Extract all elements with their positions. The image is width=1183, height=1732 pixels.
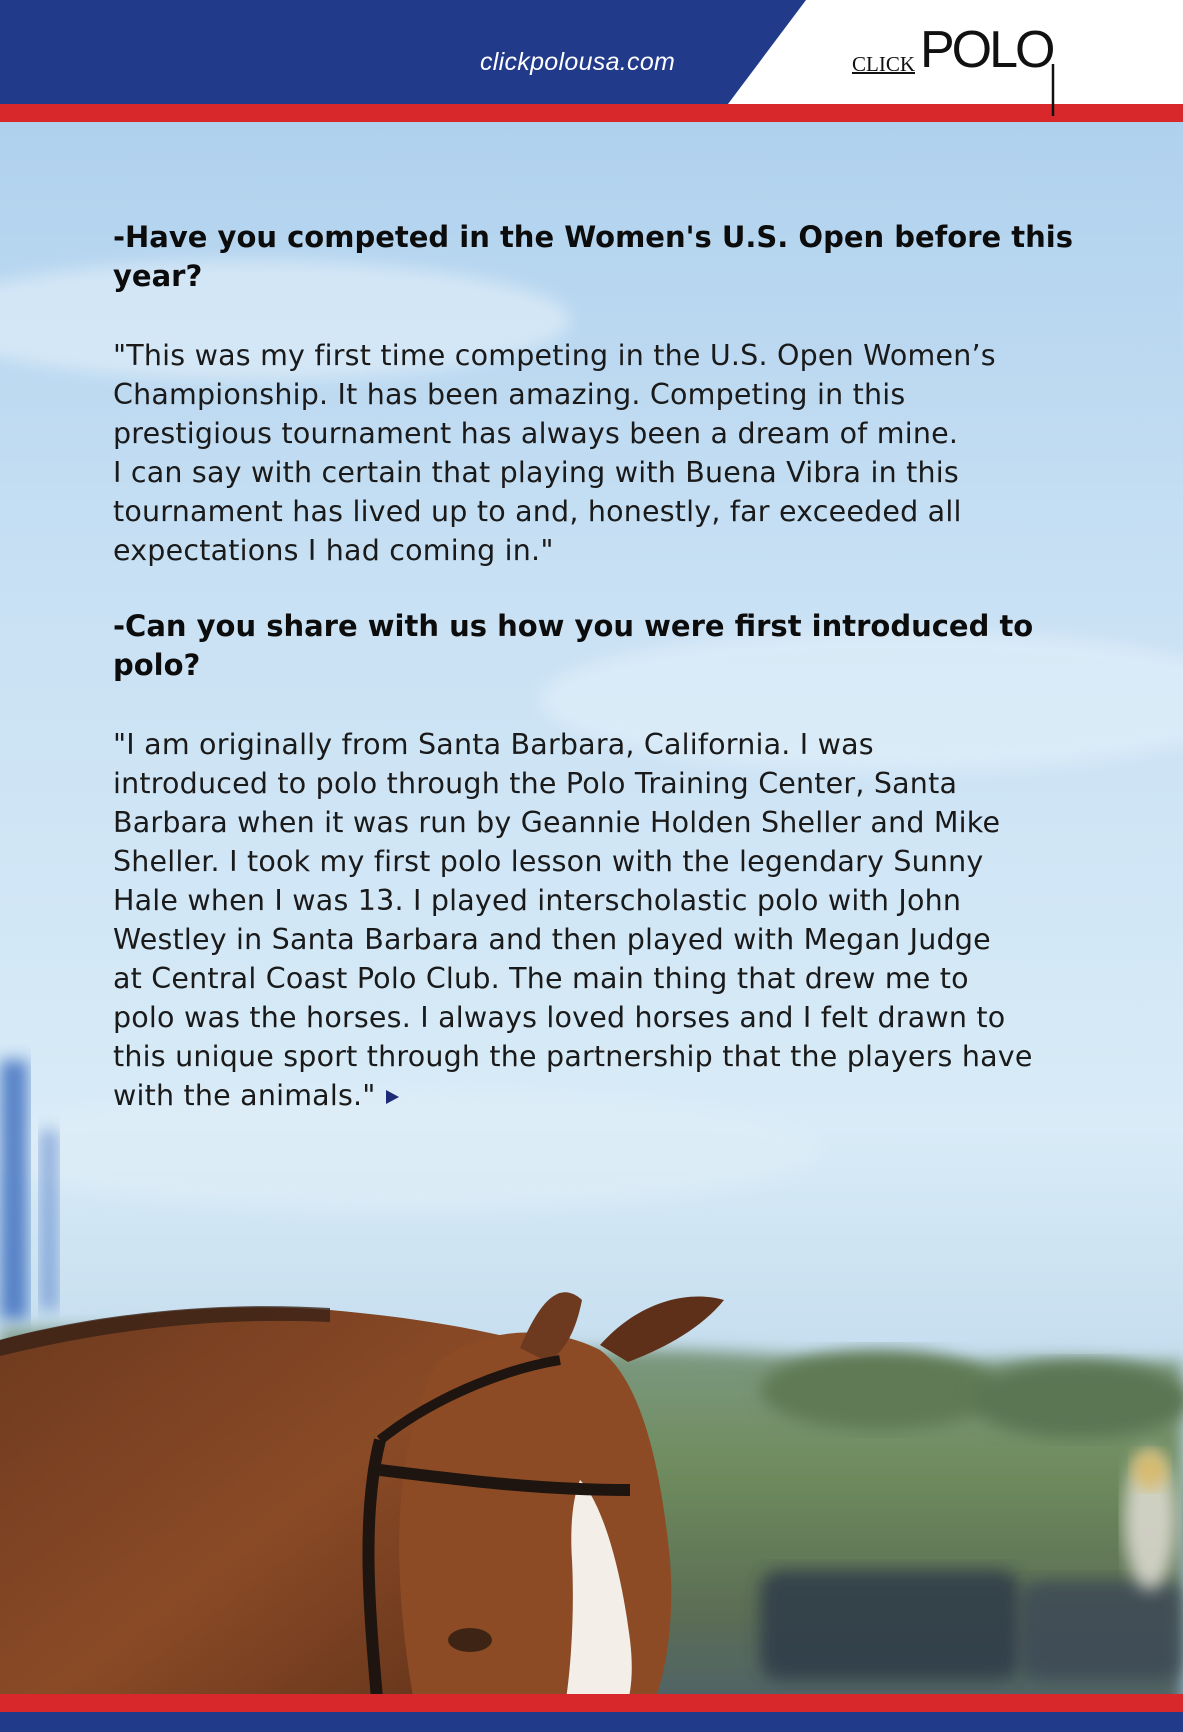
play-arrow-icon[interactable] [386, 1090, 399, 1104]
question-1-line: -Have you competed in the Women's U.S. Open before this [113, 220, 1073, 254]
site-url[interactable]: clickpolousa.com [480, 48, 676, 76]
question-2-line: -Can you share with us how you were first introduced to [113, 609, 1034, 643]
answer-1-line: Championship. It has been amazing. Competing in this [113, 378, 906, 411]
answer-2-last-line [113, 1076, 1073, 1115]
answer-1-line: expectations I had coming in." [113, 534, 554, 567]
question-1-line: year? [113, 259, 203, 293]
polo-mallet-icon [1046, 64, 1060, 116]
answer-1-line: prestigious tournament has always been a dream of mine. [113, 417, 959, 450]
logo-click-text: CLICK [852, 52, 915, 76]
answer-2-line: at Central Coast Polo Club. The main thing that drew me to [113, 962, 969, 995]
question-2-line: polo? [113, 648, 201, 682]
answer-2-line: "I am originally from Santa Barbara, California. I was [113, 728, 874, 761]
clickpolo-logo[interactable] [850, 21, 1060, 90]
answer-2-line: Hale when I was 13. I played interscholastic polo with John [113, 884, 962, 917]
answer-1-line: I can say with certain that playing with Buena Vibra in this [113, 456, 959, 489]
logo-polo-text: POLO [920, 21, 1053, 79]
footer-blue-stripe [0, 1712, 1183, 1732]
question-1 [113, 218, 1073, 296]
answer-1-line: tournament has lived up to and, honestly, far exceeded all [113, 495, 962, 528]
answer-1-line: "This was my first time competing in the U.S. Open Women’s [113, 339, 996, 372]
answer-2-line: polo was the horses. I always loved horses and I felt drawn to [113, 1001, 1006, 1034]
answer-2-line: with the animals." [113, 1079, 376, 1112]
answer-1 [113, 336, 1073, 570]
answer-2-line: Barbara when it was run by Geannie Holden Sheller and Mike [113, 806, 1001, 839]
answer-2-line: Westley in Santa Barbara and then played with Megan Judge [113, 923, 991, 956]
answer-2-line: Sheller. I took my first polo lesson with the legendary Sunny [113, 845, 984, 878]
answer-2-line: this unique sport through the partnership that the players have [113, 1040, 1033, 1073]
footer-red-stripe [0, 1694, 1183, 1712]
page-header [0, 0, 1183, 120]
question-2 [113, 607, 1073, 685]
answer-2 [113, 725, 1073, 1115]
answer-2-line: introduced to polo through the Polo Training Center, Santa [113, 767, 958, 800]
